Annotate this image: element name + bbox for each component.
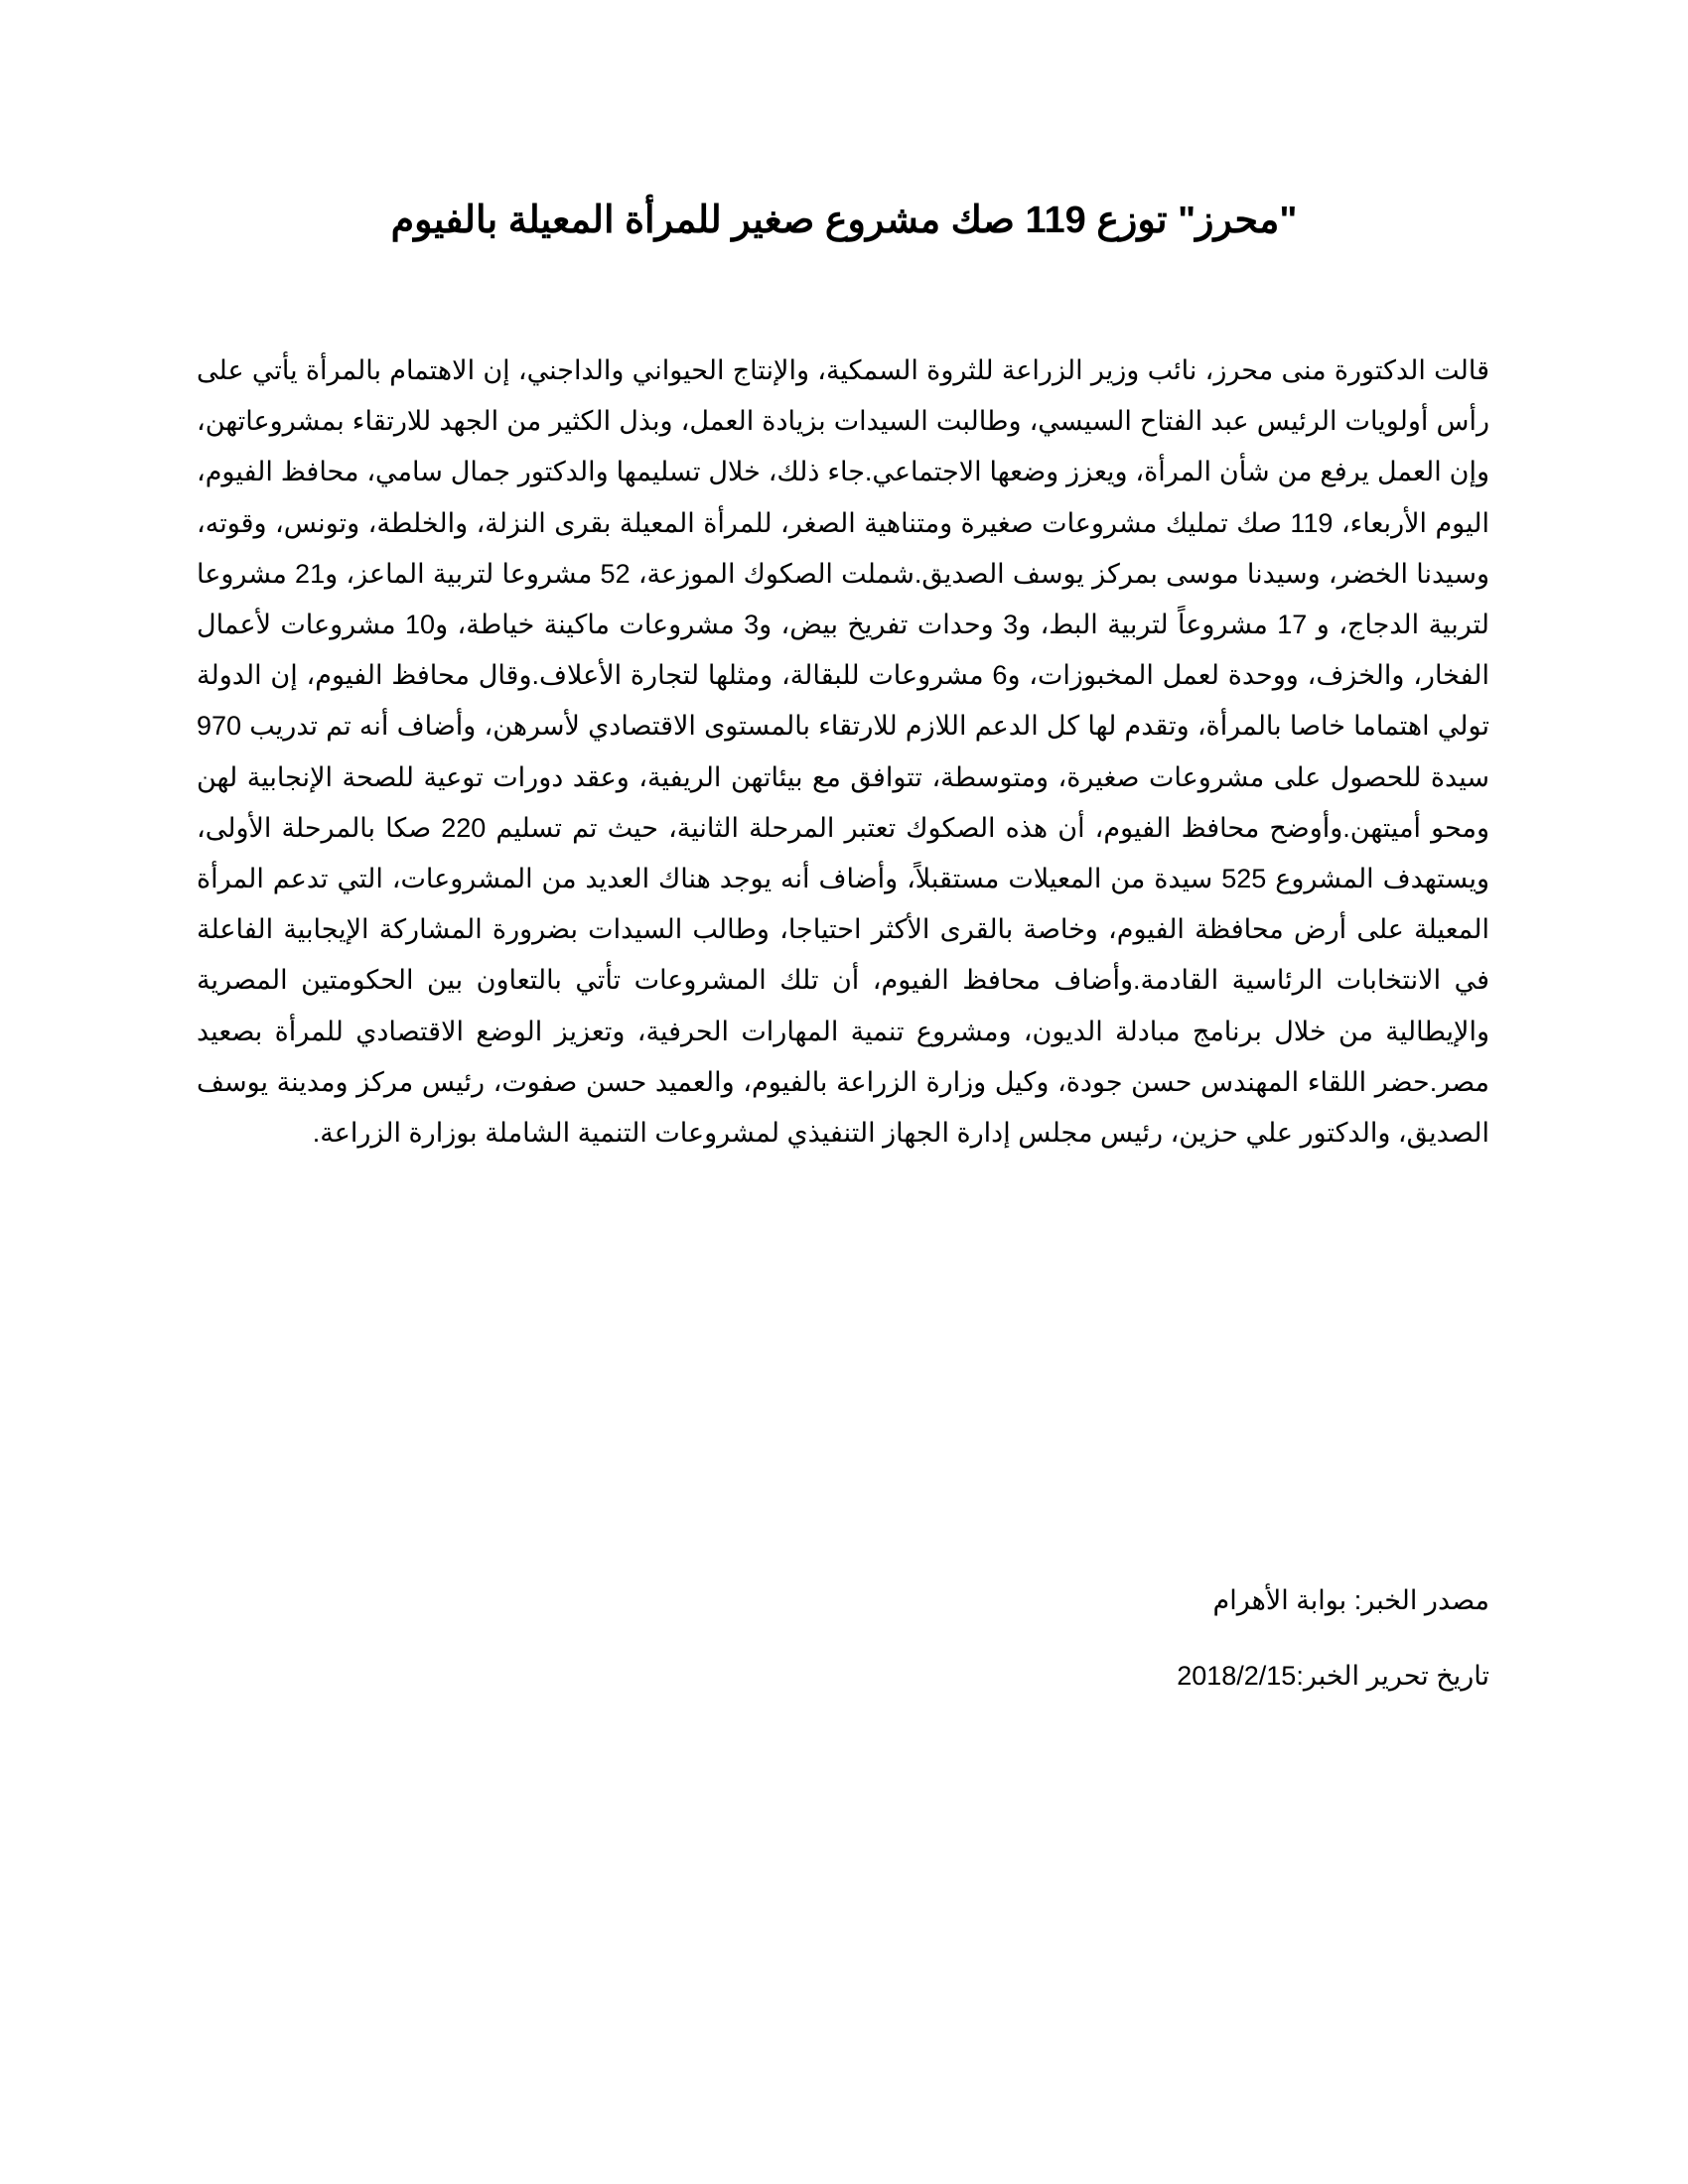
- article-body: قالت الدكتورة منى محرز، نائب وزير الزراعة للثروة السمكية، والإنتاج الحيواني والداجني، إن الاهتمام بالمرأة يأتي على رأس أولويات الرئيس عبد الفتاح السيسي، وطالبت السيدات بزيادة العمل، وبذل الكثير من الجهد للارتقاء بمشروعاتهن، وإن العمل يرفع من شأن المرأة، ويعزز وضعها الاجتماعي.جاء ذلك، خلال تسليمها والدكتور جمال سامي، محافظ الفيوم، اليوم الأربعاء، 119 صك تمليك مشروعات صغيرة ومتناهية الصغر، للمرأة المعيلة بقرى النزلة، والخلطة، وتونس، وقوته، وسيدنا الخضر، وسيدنا موسى بمركز يوسف الصديق.شملت الصكوك الموزعة، 52 مشروعا لتربية الماعز، و21 مشروعا لتربية الدجاج، و 17 مشروعاً لتربية البط، و3 وحدات تفريخ بيض، و3 مشروعات ماكينة خياطة، و10 مشروعات لأعمال الفخار، والخزف، ووحدة لعمل المخبوزات، و6 مشروعات للبقالة، ومثلها لتجارة الأعلاف.وقال محافظ الفيوم، إن الدولة تولي اهتماما خاصا بالمرأة، وتقدم لها كل الدعم اللازم للارتقاء بالمستوى الاقتصادي لأسرهن، وأضاف أنه تم تدريب 970 سيدة للحصول على مشروعات صغيرة، ومتوسطة، تتوافق مع بيئاتهن الريفية، وعقد دورات توعية للصحة الإنجابية لهن ومحو أميتهن.وأوضح محافظ الفيوم، أن هذه الصكوك تعتبر المرحلة الثانية، حيث تم تسليم 220 صكا بالمرحلة الأولى، ويستهدف المشروع 525 سيدة من المعيلات مستقبلاً، وأضاف أنه يوجد هناك العديد من المشروعات، التي تدعم المرأة المعيلة على أرض محافظة الفيوم، وخاصة بالقرى الأكثر احتياجا، وطالب السيدات بضرورة المشاركة الإيجابية الفاعلة في الانتخابات الرئاسية القادمة.وأضاف محافظ الفيوم، أن تلك المشروعات تأتي بالتعاون بين الحكومتين المصرية والإيطالية من خلال برنامج مبادلة الديون، ومشروع تنمية المهارات الحرفية، وتعزيز الوضع الاقتصادي للمرأة بصعيد مصر.حضر اللقاء المهندس حسن جودة، وكيل وزارة الزراعة بالفيوم، والعميد حسن صفوت، رئيس مركز ومدينة يوسف الصديق، والدكتور علي حزين، رئيس مجلس إدارة الجهاز التنفيذي لمشروعات التنمية الشاملة بوزارة الزراعة.: [197, 355, 1490, 1149]
- article-title: "محرز" توزع 119 صك مشروع صغير للمرأة المعيلة بالفيوم: [390, 200, 1298, 241]
- news-source: مصدر الخبر: بوابة الأهرام: [1212, 1585, 1489, 1615]
- news-date-value: 2018/2/15: [1177, 1661, 1297, 1691]
- news-date-label: تاريخ تحرير الخبر:: [1296, 1661, 1489, 1691]
- news-date: [1177, 1656, 1489, 1696]
